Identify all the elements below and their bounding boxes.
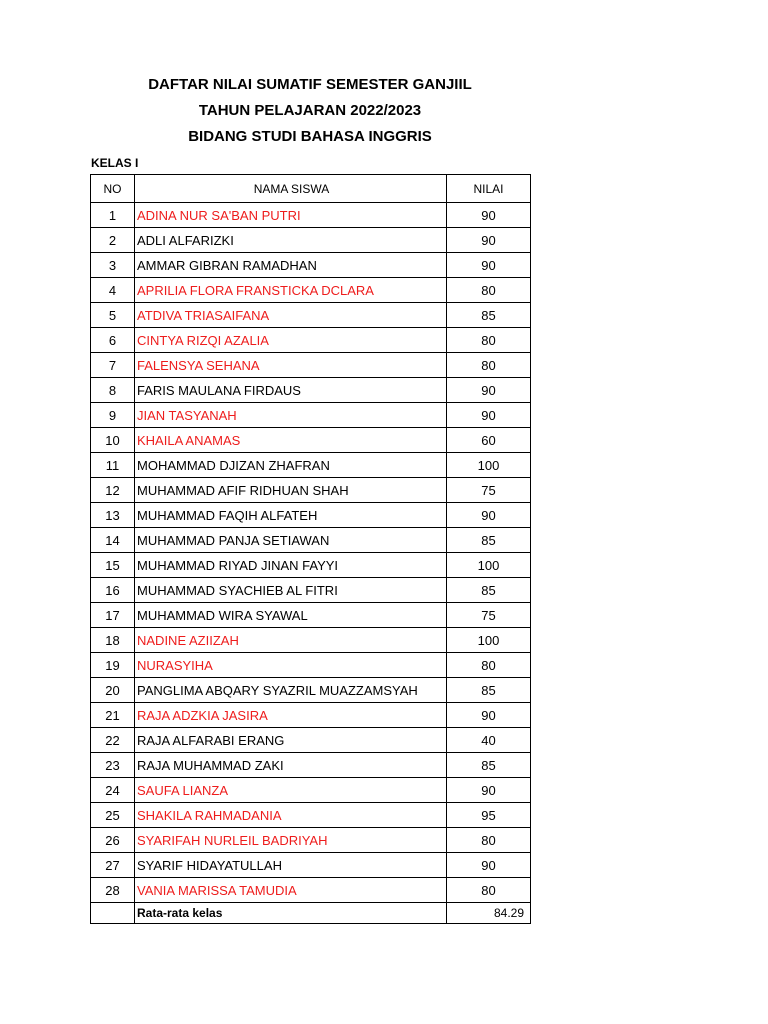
student-name: MUHAMMAD PANJA SETIAWAN: [135, 528, 447, 553]
row-number: 25: [91, 803, 135, 828]
row-number: 2: [91, 228, 135, 253]
student-score: 90: [447, 253, 531, 278]
student-name: NADINE AZIIZAH: [135, 628, 447, 653]
table-row: [91, 353, 531, 378]
table-row: [91, 478, 531, 503]
student-score: 80: [447, 828, 531, 853]
student-name: NURASYIHA: [135, 653, 447, 678]
table-row: [91, 203, 531, 228]
average-empty-cell: [91, 903, 135, 924]
student-score: 95: [447, 803, 531, 828]
table-row: [91, 578, 531, 603]
table-row: [91, 528, 531, 553]
row-number: 1: [91, 203, 135, 228]
student-score: 90: [447, 853, 531, 878]
row-number: 10: [91, 428, 135, 453]
student-score: 75: [447, 603, 531, 628]
student-name: JIAN TASYANAH: [135, 403, 447, 428]
row-number: 9: [91, 403, 135, 428]
student-score: 100: [447, 453, 531, 478]
student-name: PANGLIMA ABQARY SYAZRIL MUAZZAMSYAH: [135, 678, 447, 703]
table-header-row: [91, 175, 531, 203]
student-score: 40: [447, 728, 531, 753]
class-label: KELAS I: [91, 156, 139, 170]
table-row: [91, 803, 531, 828]
student-score: 90: [447, 703, 531, 728]
row-number: 6: [91, 328, 135, 353]
student-name: AMMAR GIBRAN RAMADHAN: [135, 253, 447, 278]
row-number: 22: [91, 728, 135, 753]
student-score: 90: [447, 503, 531, 528]
student-score: 100: [447, 553, 531, 578]
row-number: 27: [91, 853, 135, 878]
student-name: KHAILA ANAMAS: [135, 428, 447, 453]
student-name: SHAKILA RAHMADANIA: [135, 803, 447, 828]
table-row: [91, 853, 531, 878]
student-name: RAJA MUHAMMAD ZAKI: [135, 753, 447, 778]
student-score: 60: [447, 428, 531, 453]
student-score: 90: [447, 778, 531, 803]
table-row: [91, 628, 531, 653]
row-number: 16: [91, 578, 135, 603]
student-name: SAUFA LIANZA: [135, 778, 447, 803]
row-number: 24: [91, 778, 135, 803]
table-row: [91, 328, 531, 353]
row-number: 26: [91, 828, 135, 853]
student-score: 90: [447, 378, 531, 403]
student-name: ATDIVA TRIASAIFANA: [135, 303, 447, 328]
average-value: 84.29: [447, 903, 531, 924]
row-number: 18: [91, 628, 135, 653]
student-name: MUHAMMAD FAQIH ALFATEH: [135, 503, 447, 528]
table-row: [91, 553, 531, 578]
table-row: [91, 678, 531, 703]
student-score: 80: [447, 653, 531, 678]
student-name: MUHAMMAD AFIF RIDHUAN SHAH: [135, 478, 447, 503]
row-number: 3: [91, 253, 135, 278]
table-row: [91, 253, 531, 278]
table-row: [91, 828, 531, 853]
student-score: 85: [447, 303, 531, 328]
student-score: 90: [447, 403, 531, 428]
student-score: 80: [447, 353, 531, 378]
row-number: 7: [91, 353, 135, 378]
table-row: [91, 603, 531, 628]
row-number: 23: [91, 753, 135, 778]
student-name: SYARIFAH NURLEIL BADRIYAH: [135, 828, 447, 853]
student-name: RAJA ADZKIA JASIRA: [135, 703, 447, 728]
row-number: 11: [91, 453, 135, 478]
table-row: [91, 653, 531, 678]
table-row: [91, 428, 531, 453]
row-number: 14: [91, 528, 135, 553]
average-row: [91, 903, 531, 924]
row-number: 4: [91, 278, 135, 303]
average-label: Rata-rata kelas: [135, 903, 447, 924]
student-name: CINTYA RIZQI AZALIA: [135, 328, 447, 353]
row-number: 8: [91, 378, 135, 403]
table-row: [91, 228, 531, 253]
row-number: 21: [91, 703, 135, 728]
table-row: [91, 778, 531, 803]
student-name: MUHAMMAD RIYAD JINAN FAYYI: [135, 553, 447, 578]
student-name: MUHAMMAD SYACHIEB AL FITRI: [135, 578, 447, 603]
academic-year: TAHUN PELAJARAN 2022/2023: [198, 102, 422, 119]
table-row: [91, 278, 531, 303]
student-score: 85: [447, 678, 531, 703]
student-score: 85: [447, 528, 531, 553]
row-number: 17: [91, 603, 135, 628]
student-name: SYARIF HIDAYATULLAH: [135, 853, 447, 878]
table-row: [91, 728, 531, 753]
student-score: 80: [447, 328, 531, 353]
student-name: FARIS MAULANA FIRDAUS: [135, 378, 447, 403]
table-row: [91, 753, 531, 778]
student-name: FALENSYA SEHANA: [135, 353, 447, 378]
document-title-block: [0, 72, 620, 150]
row-number: 28: [91, 878, 135, 903]
student-name: VANIA MARISSA TAMUDIA: [135, 878, 447, 903]
student-score: 80: [447, 878, 531, 903]
student-score: 75: [447, 478, 531, 503]
document-title: DAFTAR NILAI SUMATIF SEMESTER GANJIIL: [148, 76, 472, 93]
student-name: ADLI ALFARIZKI: [135, 228, 447, 253]
row-number: 12: [91, 478, 135, 503]
column-header-name: NAMA SISWA: [135, 175, 447, 203]
row-number: 5: [91, 303, 135, 328]
table-row: [91, 403, 531, 428]
subject-title: BIDANG STUDI BAHASA INGGRIS: [188, 128, 432, 145]
row-number: 15: [91, 553, 135, 578]
column-header-no: NO: [91, 175, 135, 203]
student-score: 100: [447, 628, 531, 653]
column-header-score: NILAI: [447, 175, 531, 203]
row-number: 20: [91, 678, 135, 703]
student-name: RAJA ALFARABI ERANG: [135, 728, 447, 753]
table-row: [91, 703, 531, 728]
student-name: MOHAMMAD DJIZAN ZHAFRAN: [135, 453, 447, 478]
student-score: 80: [447, 278, 531, 303]
table-row: [91, 503, 531, 528]
student-score: 85: [447, 753, 531, 778]
table-row: [91, 378, 531, 403]
row-number: 19: [91, 653, 135, 678]
row-number: 13: [91, 503, 135, 528]
table-row: [91, 453, 531, 478]
student-score: 85: [447, 578, 531, 603]
student-name: ADINA NUR SA'BAN PUTRI: [135, 203, 447, 228]
grades-table: [90, 174, 531, 924]
student-name: MUHAMMAD WIRA SYAWAL: [135, 603, 447, 628]
student-score: 90: [447, 203, 531, 228]
student-score: 90: [447, 228, 531, 253]
table-row: [91, 303, 531, 328]
student-name: APRILIA FLORA FRANSTICKA DCLARA: [135, 278, 447, 303]
table-row: [91, 878, 531, 903]
